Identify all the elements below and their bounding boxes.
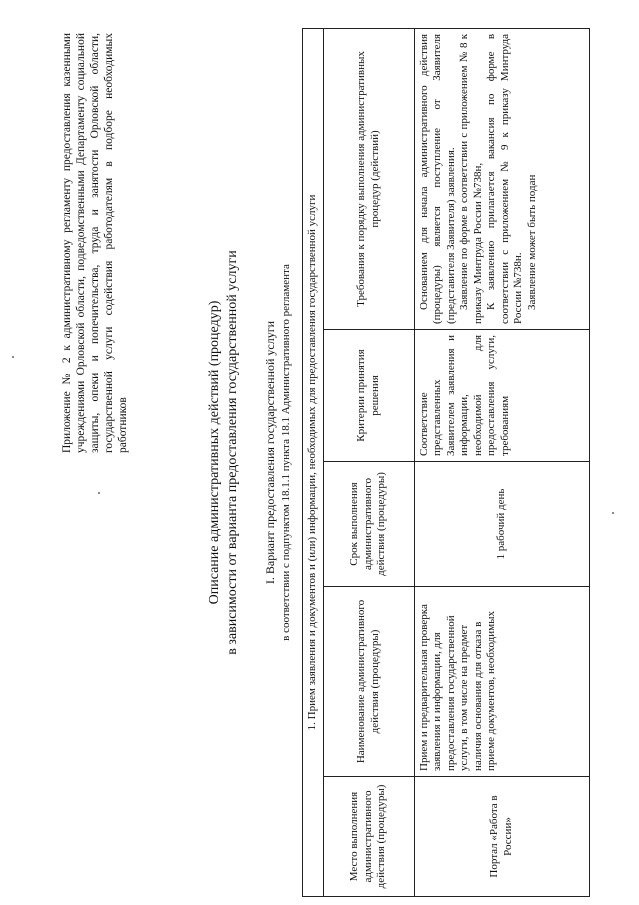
- requirements-paragraph-3: К заявлению прилагается вакансия по форме в соответствии с приложением № 9 к приказу Минтруда России №738н.: [485, 33, 524, 324]
- cell-requirements: [414, 28, 589, 329]
- variant-subtitle: в соответствии с подпунктом 18.1.1 пункта 18.1 Административного регламента: [280, 264, 292, 641]
- scan-speck: [612, 512, 614, 514]
- scan-speck: [12, 356, 14, 358]
- title-line-1: Описание административных действий (процедур): [207, 300, 222, 605]
- annex-note: Приложение № 2 к административному регламенту предоставления казенными учреждениями Орловской области, подведомственными Департаменту социальной защиты, опеки и попечительства, труда и занятости Орловской области, государственной услуги содействия работодателям в подборе необходимых работников: [61, 33, 129, 453]
- header-place: Место выполнения административного действия (процедуры): [323, 777, 414, 897]
- title-line-2: в зависимости от варианта предоставления государственной услуги: [225, 250, 240, 655]
- requirements-paragraph-4: Заявление может быть подан: [525, 174, 538, 310]
- variant-title: I. Вариант предоставления государственной услуги: [263, 320, 277, 585]
- cell-term: 1 рабочий день: [414, 462, 589, 587]
- procedures-table: [302, 28, 590, 897]
- requirements-paragraph-2: Заявление по форме в соответствии с приложением № 8 к приказу Минтруда России №738н,: [458, 33, 484, 324]
- scan-speck: [98, 492, 100, 494]
- section-title: 1. Прием заявления и документов и (или) информации, необходимых для предоставления государственной услуги: [303, 28, 324, 896]
- requirements-paragraph-1: Основанием для начала административного действия (процедуры) является поступление от Заявителя (представителя Заявителя) заявления.: [417, 33, 457, 324]
- table-row: [414, 28, 589, 896]
- header-criteria: Критерии принятия решения: [323, 330, 414, 462]
- header-term: Срок выполнения административного действия (процедуры): [323, 462, 414, 587]
- cell-criteria: Соответствие представленных Заявителем заявления и информации, необходимой для предоставления услуги, требованиям: [414, 330, 589, 462]
- page-title: [206, 0, 242, 905]
- variant-heading: [262, 0, 294, 905]
- cell-name: Прием и предварительная проверка заявления и информации, для предоставления государственной услуги, в том числе на предмет наличия основания для отказа в приеме документов, необходимых: [414, 587, 589, 777]
- header-requirements: Требования к порядку выполнения административных процедур (действий): [323, 28, 414, 329]
- header-name: Наименование административного действия (процедуры): [323, 587, 414, 777]
- cell-place: Портал «Работа в России»: [414, 777, 589, 897]
